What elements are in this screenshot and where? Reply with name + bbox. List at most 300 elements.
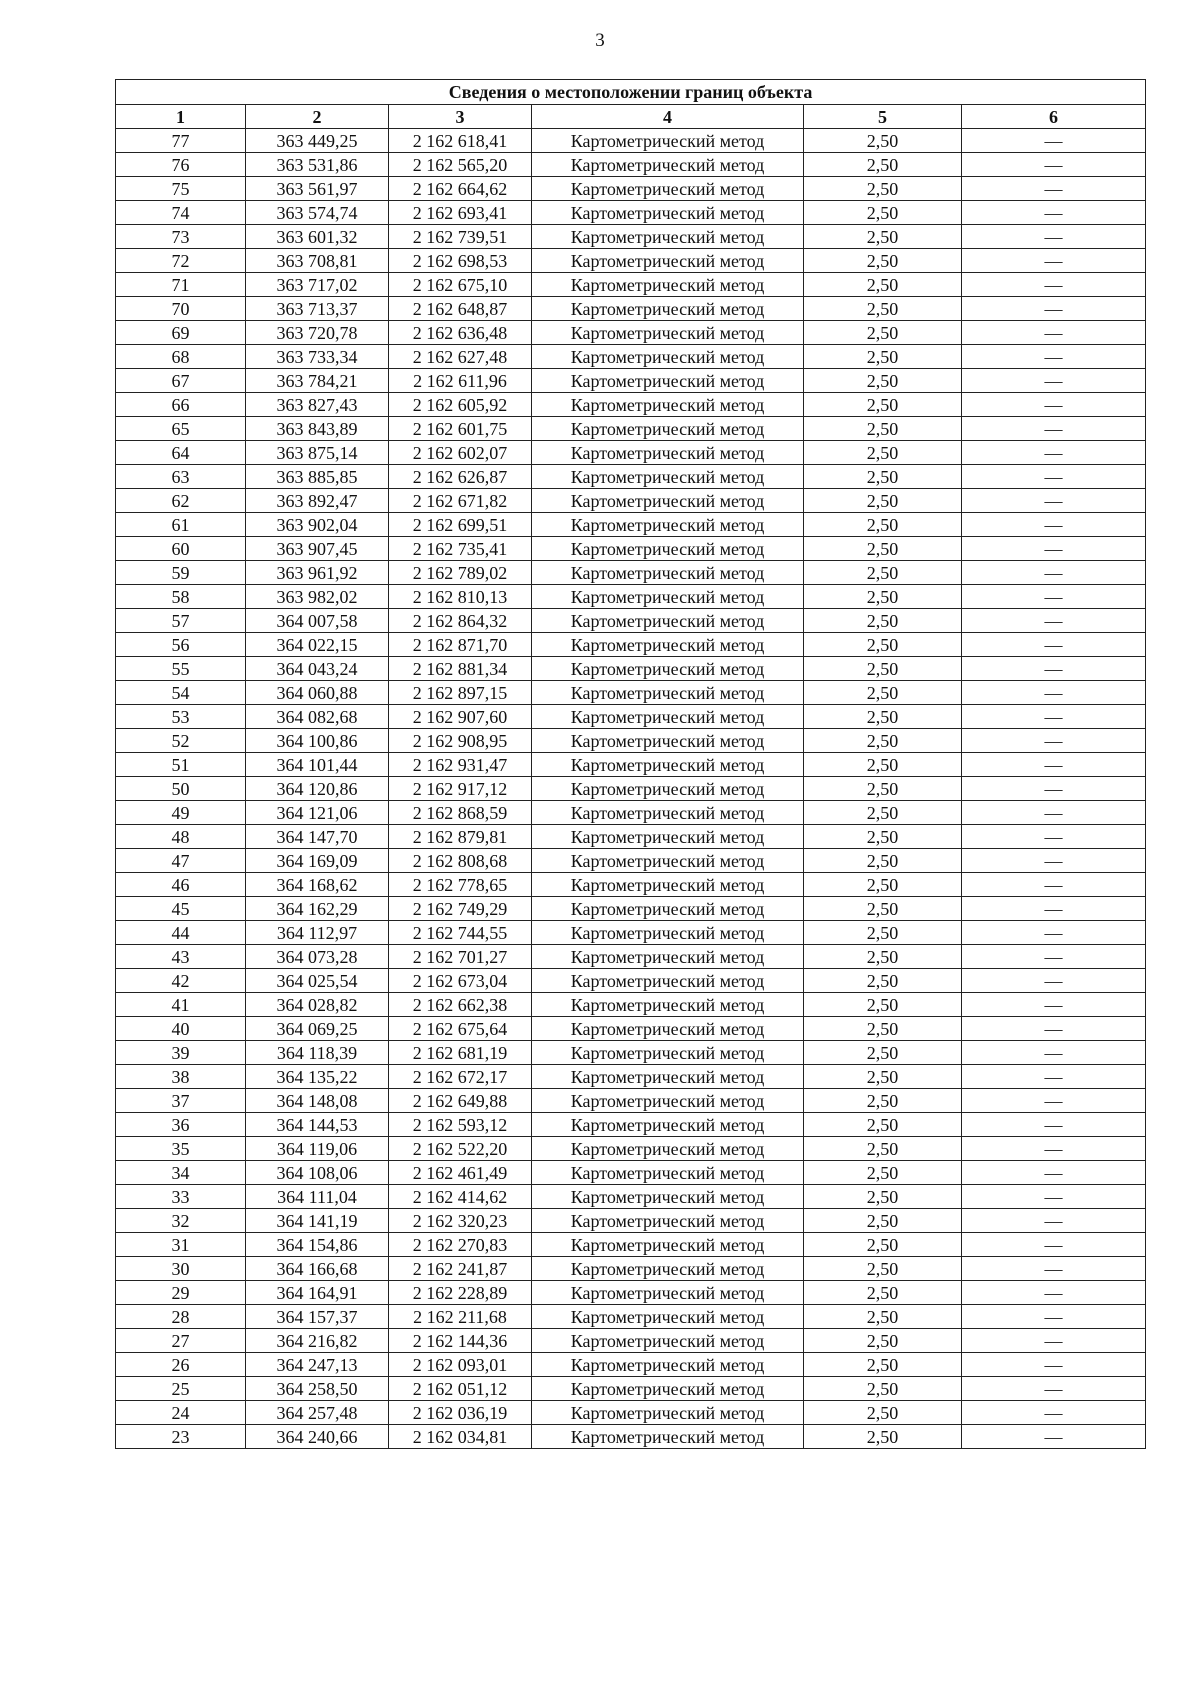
cell-description: — (962, 801, 1146, 825)
cell-coord-x: 363 892,47 (246, 489, 389, 513)
cell-description: — (962, 321, 1146, 345)
cell-coord-x: 363 531,86 (246, 153, 389, 177)
cell-precision: 2,50 (804, 1257, 962, 1281)
cell-point-number: 39 (116, 1041, 246, 1065)
cell-point-number: 51 (116, 753, 246, 777)
cell-point-number: 34 (116, 1161, 246, 1185)
cell-method: Картометрический метод (532, 825, 804, 849)
cell-method: Картометрический метод (532, 705, 804, 729)
cell-precision: 2,50 (804, 825, 962, 849)
table-row (116, 873, 1146, 897)
cell-precision: 2,50 (804, 969, 962, 993)
cell-precision: 2,50 (804, 1137, 962, 1161)
cell-description: — (962, 1305, 1146, 1329)
page-number: 3 (595, 30, 605, 51)
table-row (116, 129, 1146, 153)
cell-method: Картометрический метод (532, 225, 804, 249)
cell-point-number: 54 (116, 681, 246, 705)
cell-coord-x: 363 601,32 (246, 225, 389, 249)
cell-description: — (962, 537, 1146, 561)
cell-description: — (962, 873, 1146, 897)
table-row (116, 609, 1146, 633)
table-row (116, 633, 1146, 657)
cell-method: Картометрический метод (532, 129, 804, 153)
cell-point-number: 49 (116, 801, 246, 825)
table-row (116, 537, 1146, 561)
cell-point-number: 42 (116, 969, 246, 993)
cell-coord-y: 2 162 675,64 (389, 1017, 532, 1041)
cell-point-number: 25 (116, 1377, 246, 1401)
cell-description: — (962, 825, 1146, 849)
table-row (116, 1281, 1146, 1305)
cell-description: — (962, 1281, 1146, 1305)
cell-method: Картометрический метод (532, 1017, 804, 1041)
cell-method: Картометрический метод (532, 321, 804, 345)
cell-method: Картометрический метод (532, 1305, 804, 1329)
table-row (116, 729, 1146, 753)
cell-coord-x: 363 717,02 (246, 273, 389, 297)
cell-coord-x: 364 025,54 (246, 969, 389, 993)
cell-point-number: 63 (116, 465, 246, 489)
cell-method: Картометрический метод (532, 657, 804, 681)
cell-precision: 2,50 (804, 1233, 962, 1257)
cell-description: — (962, 1209, 1146, 1233)
cell-method: Картометрический метод (532, 969, 804, 993)
cell-description: — (962, 1017, 1146, 1041)
cell-coord-y: 2 162 522,20 (389, 1137, 532, 1161)
cell-point-number: 72 (116, 249, 246, 273)
cell-point-number: 73 (116, 225, 246, 249)
cell-coord-x: 364 162,29 (246, 897, 389, 921)
cell-description: — (962, 225, 1146, 249)
cell-precision: 2,50 (804, 345, 962, 369)
cell-coord-x: 363 902,04 (246, 513, 389, 537)
cell-method: Картометрический метод (532, 1281, 804, 1305)
table-row (116, 1185, 1146, 1209)
cell-method: Картометрический метод (532, 1233, 804, 1257)
table-row (116, 441, 1146, 465)
cell-precision: 2,50 (804, 1305, 962, 1329)
table-row (116, 945, 1146, 969)
cell-method: Картометрический метод (532, 1329, 804, 1353)
cell-precision: 2,50 (804, 561, 962, 585)
cell-description: — (962, 849, 1146, 873)
cell-coord-y: 2 162 672,17 (389, 1065, 532, 1089)
cell-point-number: 67 (116, 369, 246, 393)
cell-point-number: 56 (116, 633, 246, 657)
cell-coord-x: 364 121,06 (246, 801, 389, 825)
cell-method: Картометрический метод (532, 369, 804, 393)
table-row (116, 321, 1146, 345)
boundary-coordinates-table (115, 79, 1146, 1449)
cell-coord-y: 2 162 320,23 (389, 1209, 532, 1233)
cell-point-number: 23 (116, 1425, 246, 1449)
cell-method: Картометрический метод (532, 609, 804, 633)
cell-coord-x: 364 216,82 (246, 1329, 389, 1353)
cell-point-number: 59 (116, 561, 246, 585)
table-row (116, 1257, 1146, 1281)
table-row (116, 1041, 1146, 1065)
cell-coord-y: 2 162 739,51 (389, 225, 532, 249)
cell-precision: 2,50 (804, 801, 962, 825)
table-row (116, 849, 1146, 873)
cell-method: Картометрический метод (532, 993, 804, 1017)
cell-coord-x: 364 141,19 (246, 1209, 389, 1233)
cell-description: — (962, 729, 1146, 753)
cell-coord-y: 2 162 626,87 (389, 465, 532, 489)
table-row (116, 705, 1146, 729)
cell-description: — (962, 1065, 1146, 1089)
cell-description: — (962, 681, 1146, 705)
cell-method: Картометрический метод (532, 537, 804, 561)
cell-description: — (962, 441, 1146, 465)
cell-precision: 2,50 (804, 1161, 962, 1185)
cell-coord-y: 2 162 698,53 (389, 249, 532, 273)
cell-precision: 2,50 (804, 1353, 962, 1377)
cell-point-number: 24 (116, 1401, 246, 1425)
table-row (116, 1017, 1146, 1041)
cell-coord-x: 363 449,25 (246, 129, 389, 153)
cell-precision: 2,50 (804, 777, 962, 801)
cell-coord-x: 364 168,62 (246, 873, 389, 897)
column-header-row (116, 105, 1146, 129)
cell-coord-x: 364 154,86 (246, 1233, 389, 1257)
table-row (116, 585, 1146, 609)
cell-point-number: 50 (116, 777, 246, 801)
cell-point-number: 52 (116, 729, 246, 753)
table-caption-row (116, 80, 1146, 105)
cell-method: Картометрический метод (532, 465, 804, 489)
cell-precision: 2,50 (804, 1281, 962, 1305)
cell-coord-x: 363 843,89 (246, 417, 389, 441)
table-row (116, 993, 1146, 1017)
cell-point-number: 69 (116, 321, 246, 345)
table-row (116, 1161, 1146, 1185)
column-header-2: 2 (246, 105, 389, 129)
cell-precision: 2,50 (804, 1041, 962, 1065)
cell-coord-x: 364 108,06 (246, 1161, 389, 1185)
cell-method: Картометрический метод (532, 201, 804, 225)
cell-precision: 2,50 (804, 1065, 962, 1089)
cell-precision: 2,50 (804, 537, 962, 561)
cell-coord-y: 2 162 673,04 (389, 969, 532, 993)
cell-precision: 2,50 (804, 1113, 962, 1137)
cell-method: Картометрический метод (532, 1401, 804, 1425)
cell-method: Картометрический метод (532, 153, 804, 177)
cell-coord-y: 2 162 664,62 (389, 177, 532, 201)
cell-precision: 2,50 (804, 945, 962, 969)
cell-method: Картометрический метод (532, 489, 804, 513)
cell-coord-y: 2 162 270,83 (389, 1233, 532, 1257)
cell-method: Картометрический метод (532, 897, 804, 921)
table-row (116, 1377, 1146, 1401)
cell-coord-y: 2 162 051,12 (389, 1377, 532, 1401)
cell-precision: 2,50 (804, 897, 962, 921)
table-row (116, 345, 1146, 369)
cell-coord-y: 2 162 917,12 (389, 777, 532, 801)
cell-coord-y: 2 162 699,51 (389, 513, 532, 537)
cell-precision: 2,50 (804, 1185, 962, 1209)
cell-method: Картометрический метод (532, 345, 804, 369)
cell-coord-y: 2 162 810,13 (389, 585, 532, 609)
table-row (116, 1329, 1146, 1353)
cell-description: — (962, 1353, 1146, 1377)
cell-coord-y: 2 162 735,41 (389, 537, 532, 561)
cell-coord-x: 363 961,92 (246, 561, 389, 585)
cell-description: — (962, 561, 1146, 585)
cell-description: — (962, 1401, 1146, 1425)
cell-method: Картометрический метод (532, 513, 804, 537)
cell-point-number: 64 (116, 441, 246, 465)
table-row (116, 1305, 1146, 1329)
table-row (116, 273, 1146, 297)
cell-method: Картометрический метод (532, 1353, 804, 1377)
table-caption: Сведения о местоположении границ объекта (116, 80, 1146, 105)
cell-point-number: 58 (116, 585, 246, 609)
column-header-5: 5 (804, 105, 962, 129)
cell-description: — (962, 705, 1146, 729)
cell-point-number: 31 (116, 1233, 246, 1257)
cell-method: Картометрический метод (532, 393, 804, 417)
cell-method: Картометрический метод (532, 1257, 804, 1281)
cell-precision: 2,50 (804, 609, 962, 633)
cell-coord-y: 2 162 701,27 (389, 945, 532, 969)
cell-point-number: 47 (116, 849, 246, 873)
table-row (116, 801, 1146, 825)
cell-method: Картометрический метод (532, 1065, 804, 1089)
cell-precision: 2,50 (804, 633, 962, 657)
cell-precision: 2,50 (804, 297, 962, 321)
column-header-3: 3 (389, 105, 532, 129)
cell-point-number: 37 (116, 1089, 246, 1113)
cell-precision: 2,50 (804, 849, 962, 873)
cell-precision: 2,50 (804, 1329, 962, 1353)
cell-coord-y: 2 162 611,96 (389, 369, 532, 393)
table-row (116, 177, 1146, 201)
cell-description: — (962, 993, 1146, 1017)
cell-description: — (962, 1233, 1146, 1257)
cell-description: — (962, 921, 1146, 945)
cell-precision: 2,50 (804, 1089, 962, 1113)
table-row (116, 1089, 1146, 1113)
cell-point-number: 38 (116, 1065, 246, 1089)
cell-coord-y: 2 162 808,68 (389, 849, 532, 873)
table-row (116, 777, 1146, 801)
cell-method: Картометрический метод (532, 633, 804, 657)
cell-coord-x: 364 147,70 (246, 825, 389, 849)
cell-coord-y: 2 162 593,12 (389, 1113, 532, 1137)
cell-precision: 2,50 (804, 585, 962, 609)
table-row (116, 225, 1146, 249)
cell-description: — (962, 273, 1146, 297)
cell-point-number: 29 (116, 1281, 246, 1305)
cell-method: Картометрический метод (532, 753, 804, 777)
cell-coord-y: 2 162 144,36 (389, 1329, 532, 1353)
cell-coord-x: 363 733,34 (246, 345, 389, 369)
cell-coord-x: 364 164,91 (246, 1281, 389, 1305)
cell-precision: 2,50 (804, 225, 962, 249)
table-body (116, 129, 1146, 1449)
cell-description: — (962, 633, 1146, 657)
cell-precision: 2,50 (804, 657, 962, 681)
cell-point-number: 43 (116, 945, 246, 969)
cell-point-number: 26 (116, 1353, 246, 1377)
cell-description: — (962, 1113, 1146, 1137)
cell-precision: 2,50 (804, 489, 962, 513)
cell-coord-y: 2 162 036,19 (389, 1401, 532, 1425)
cell-coord-x: 363 713,37 (246, 297, 389, 321)
cell-precision: 2,50 (804, 369, 962, 393)
cell-precision: 2,50 (804, 441, 962, 465)
table-row (116, 897, 1146, 921)
cell-description: — (962, 297, 1146, 321)
column-header-4: 4 (532, 105, 804, 129)
table-row (116, 393, 1146, 417)
cell-description: — (962, 1377, 1146, 1401)
cell-point-number: 57 (116, 609, 246, 633)
cell-coord-x: 364 043,24 (246, 657, 389, 681)
table-row (116, 657, 1146, 681)
cell-coord-x: 364 060,88 (246, 681, 389, 705)
cell-point-number: 61 (116, 513, 246, 537)
cell-point-number: 40 (116, 1017, 246, 1041)
cell-point-number: 62 (116, 489, 246, 513)
cell-description: — (962, 1041, 1146, 1065)
cell-point-number: 32 (116, 1209, 246, 1233)
cell-precision: 2,50 (804, 153, 962, 177)
table-row (116, 921, 1146, 945)
table-row (116, 1401, 1146, 1425)
cell-coord-x: 363 827,43 (246, 393, 389, 417)
table-row (116, 369, 1146, 393)
cell-description: — (962, 489, 1146, 513)
cell-description: — (962, 585, 1146, 609)
cell-coord-y: 2 162 241,87 (389, 1257, 532, 1281)
table-row (116, 825, 1146, 849)
cell-description: — (962, 969, 1146, 993)
cell-method: Картометрический метод (532, 1209, 804, 1233)
cell-description: — (962, 753, 1146, 777)
cell-coord-x: 364 240,66 (246, 1425, 389, 1449)
table-row (116, 417, 1146, 441)
cell-description: — (962, 1257, 1146, 1281)
cell-method: Картометрический метод (532, 177, 804, 201)
cell-coord-y: 2 162 649,88 (389, 1089, 532, 1113)
cell-method: Картометрический метод (532, 1185, 804, 1209)
cell-point-number: 55 (116, 657, 246, 681)
cell-precision: 2,50 (804, 1017, 962, 1041)
cell-precision: 2,50 (804, 681, 962, 705)
cell-coord-x: 364 111,04 (246, 1185, 389, 1209)
table-row (116, 1065, 1146, 1089)
cell-coord-x: 363 885,85 (246, 465, 389, 489)
cell-description: — (962, 945, 1146, 969)
table-row (116, 1113, 1146, 1137)
cell-method: Картометрический метод (532, 1041, 804, 1065)
table-row (116, 1233, 1146, 1257)
table-row (116, 1137, 1146, 1161)
cell-method: Картометрический метод (532, 249, 804, 273)
cell-coord-y: 2 162 693,41 (389, 201, 532, 225)
cell-method: Картометрический метод (532, 441, 804, 465)
cell-coord-x: 364 135,22 (246, 1065, 389, 1089)
cell-coord-x: 364 082,68 (246, 705, 389, 729)
column-header-1: 1 (116, 105, 246, 129)
cell-method: Картометрический метод (532, 561, 804, 585)
table-row (116, 1209, 1146, 1233)
cell-description: — (962, 1329, 1146, 1353)
cell-coord-x: 363 875,14 (246, 441, 389, 465)
cell-precision: 2,50 (804, 1377, 962, 1401)
cell-precision: 2,50 (804, 201, 962, 225)
cell-coord-x: 363 561,97 (246, 177, 389, 201)
cell-coord-y: 2 162 602,07 (389, 441, 532, 465)
cell-coord-x: 364 157,37 (246, 1305, 389, 1329)
cell-coord-y: 2 162 671,82 (389, 489, 532, 513)
cell-coord-x: 364 022,15 (246, 633, 389, 657)
cell-coord-y: 2 162 228,89 (389, 1281, 532, 1305)
cell-point-number: 53 (116, 705, 246, 729)
cell-precision: 2,50 (804, 513, 962, 537)
cell-method: Картометрический метод (532, 777, 804, 801)
table-row (116, 489, 1146, 513)
cell-coord-y: 2 162 864,32 (389, 609, 532, 633)
cell-method: Картометрический метод (532, 849, 804, 873)
cell-point-number: 65 (116, 417, 246, 441)
cell-description: — (962, 897, 1146, 921)
cell-coord-x: 364 028,82 (246, 993, 389, 1017)
cell-point-number: 28 (116, 1305, 246, 1329)
table-row (116, 513, 1146, 537)
cell-method: Картометрический метод (532, 1089, 804, 1113)
cell-description: — (962, 609, 1146, 633)
cell-coord-y: 2 162 601,75 (389, 417, 532, 441)
table-row (116, 297, 1146, 321)
cell-point-number: 35 (116, 1137, 246, 1161)
cell-precision: 2,50 (804, 129, 962, 153)
cell-method: Картометрический метод (532, 801, 804, 825)
cell-point-number: 60 (116, 537, 246, 561)
cell-method: Картометрический метод (532, 1425, 804, 1449)
cell-coord-x: 363 720,78 (246, 321, 389, 345)
cell-coord-y: 2 162 907,60 (389, 705, 532, 729)
cell-precision: 2,50 (804, 921, 962, 945)
cell-point-number: 45 (116, 897, 246, 921)
cell-coord-x: 363 907,45 (246, 537, 389, 561)
cell-method: Картометрический метод (532, 1113, 804, 1137)
cell-description: — (962, 1137, 1146, 1161)
cell-coord-x: 364 119,06 (246, 1137, 389, 1161)
cell-method: Картометрический метод (532, 585, 804, 609)
cell-point-number: 48 (116, 825, 246, 849)
cell-precision: 2,50 (804, 1401, 962, 1425)
cell-coord-x: 364 257,48 (246, 1401, 389, 1425)
cell-coord-y: 2 162 879,81 (389, 825, 532, 849)
cell-description: — (962, 777, 1146, 801)
cell-coord-x: 363 784,21 (246, 369, 389, 393)
cell-precision: 2,50 (804, 753, 962, 777)
cell-description: — (962, 393, 1146, 417)
cell-description: — (962, 177, 1146, 201)
cell-precision: 2,50 (804, 1425, 962, 1449)
cell-point-number: 33 (116, 1185, 246, 1209)
table-row (116, 753, 1146, 777)
table-row (116, 969, 1146, 993)
cell-point-number: 46 (116, 873, 246, 897)
cell-coord-y: 2 162 681,19 (389, 1041, 532, 1065)
cell-coord-y: 2 162 605,92 (389, 393, 532, 417)
cell-method: Картометрический метод (532, 921, 804, 945)
